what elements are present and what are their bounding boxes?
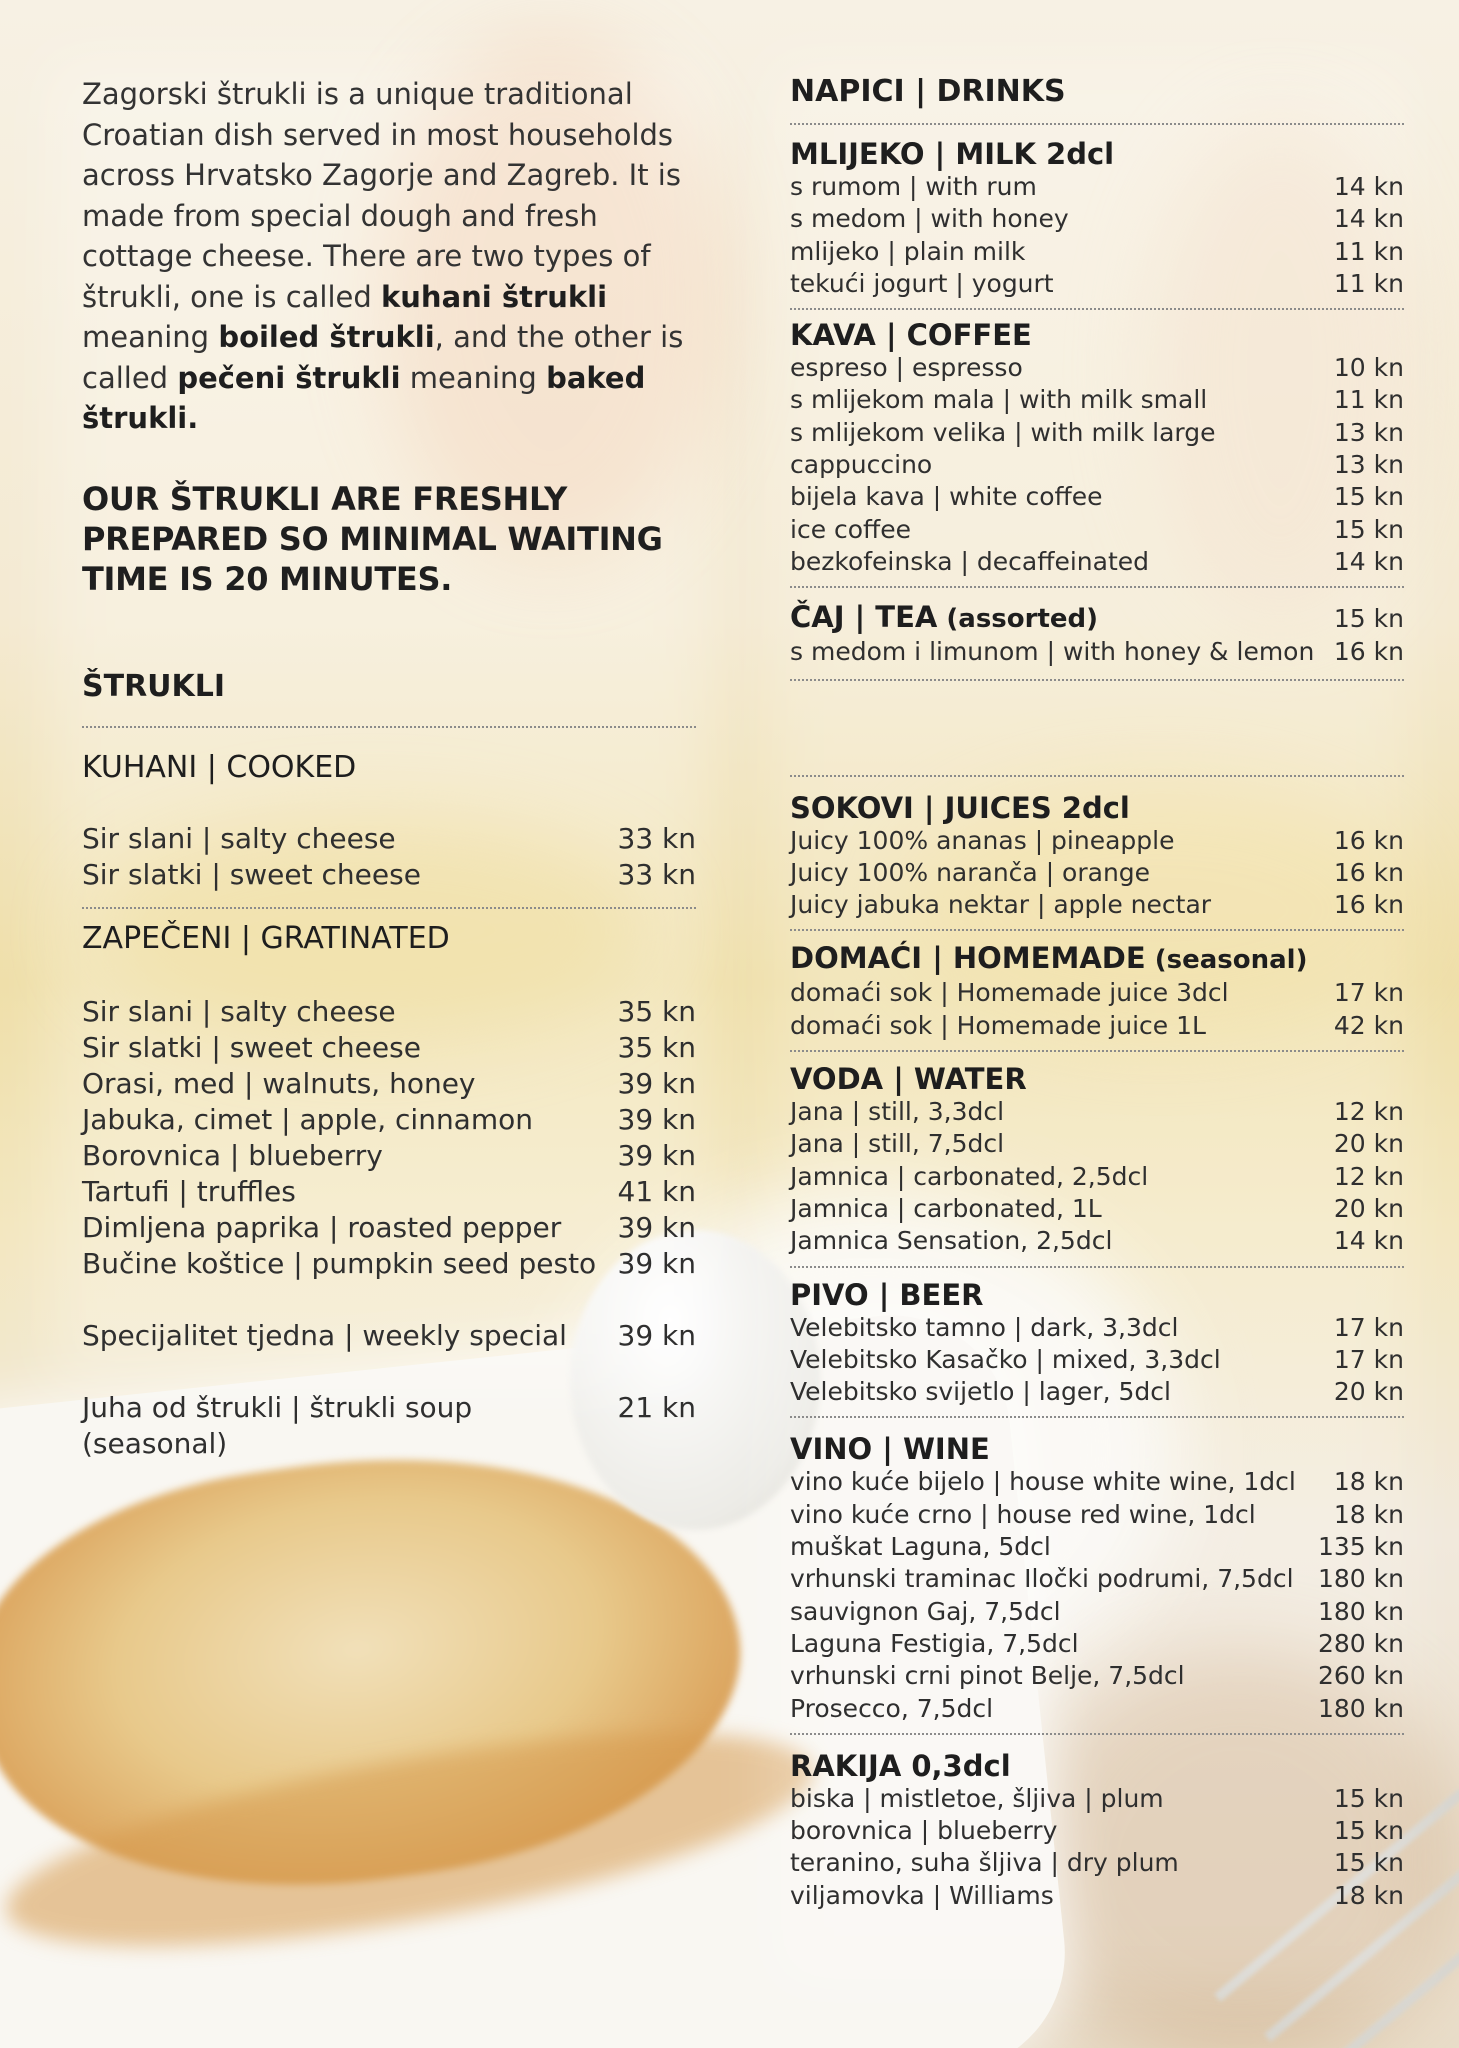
menu-item: Orasi, med | walnuts, honey 39 kn: [82, 1066, 696, 1100]
menu-item: Velebitsko tamno | dark, 3,3dcl 17 kn: [790, 1312, 1404, 1342]
cooked-title: KUHANI | COOKED: [82, 749, 357, 785]
menu-item: mlijeko | plain milk 11 kn: [790, 236, 1404, 266]
menu-item: teranino, suha šljiva | dry plum 15 kn: [790, 1848, 1404, 1878]
divider: [790, 586, 1404, 588]
juices-title: SOKOVI | JUICES 2dcl: [790, 790, 1130, 825]
menu-item: Dimljena paprika | roasted pepper 39 kn: [82, 1210, 696, 1244]
menu-item: Tartufi | truffles 41 kn: [82, 1174, 696, 1208]
menu-item: Jamnica | carbonated, 1L 20 kn: [790, 1193, 1404, 1223]
wine-section: [790, 1432, 1404, 1724]
menu-item: s rumom | with rum 14 kn: [790, 172, 1404, 201]
cooked-list: [82, 821, 696, 893]
menu-item: Bučine koštice | pumpkin seed pesto 39 kn: [82, 1246, 696, 1280]
menu-item: vino kuće bijelo | house white wine, 1dcl 18 kn: [790, 1467, 1404, 1497]
menu-item: Prosecco, 7,5dcl 180 kn: [790, 1693, 1404, 1723]
menu-item: sauvignon Gaj, 7,5dcl 180 kn: [790, 1596, 1404, 1626]
menu-item: domaći sok | Homemade juice 3dcl 17 kn: [790, 978, 1404, 1008]
tea-title: ČAJ | TEA (assorted): [790, 600, 1099, 635]
menu-item: Velebitsko svijetlo | lager, 5dcl 20 kn: [790, 1377, 1404, 1407]
divider: [790, 775, 1404, 777]
divider: [790, 123, 1404, 125]
menu-item: s medom i limunom | with honey & lemon 16 kn: [790, 637, 1404, 667]
coffee-title: KAVA | COFFEE: [790, 318, 1032, 353]
divider: [790, 1733, 1404, 1735]
tea-title-row: ČAJ | TEA (assorted) 15 kn: [790, 600, 1404, 635]
menu-item: s mlijekom velika | with milk large 13 kn: [790, 417, 1404, 447]
waiting-time-notice: OUR ŠTRUKLI ARE FRESHLY PREPARED SO MINIMAL WAITING TIME IS 20 MINUTES.: [82, 479, 663, 598]
drinks-title: NAPICI | DRINKS: [790, 74, 1066, 109]
divider: [790, 679, 1404, 681]
menu-item: espreso | espresso 10 kn: [790, 353, 1404, 383]
menu-item: Borovnica | blueberry 39 kn: [82, 1138, 696, 1172]
beer-section: [790, 1278, 1404, 1409]
tea-section: [790, 600, 1404, 668]
menu-item: Jana | still, 3,3dcl 12 kn: [790, 1097, 1404, 1127]
menu-item: domaći sok | Homemade juice 1L 42 kn: [790, 1010, 1404, 1040]
gratinated-list: [82, 994, 696, 1282]
menu-item: vrhunski traminac Iločki podrumi, 7,5dcl 180 kn: [790, 1564, 1404, 1594]
menu-item: Sir slani | salty cheese 33 kn: [82, 821, 696, 855]
divider: [790, 1266, 1404, 1268]
menu-item: Jana | still, 7,5dcl 20 kn: [790, 1129, 1404, 1159]
rakija-section: [790, 1749, 1404, 1912]
menu-item: s mlijekom mala | with milk small 11 kn: [790, 385, 1404, 415]
menu-item: Laguna Festigia, 7,5dcl 280 kn: [790, 1628, 1404, 1658]
divider: [82, 726, 696, 728]
menu-item: bijela kava | white coffee 15 kn: [790, 482, 1404, 512]
right-column: [790, 74, 1404, 1912]
menu-item: Juicy 100% naranča | orange 16 kn: [790, 857, 1404, 887]
divider: [790, 1416, 1404, 1418]
menu-item: Jamnica | carbonated, 2,5dcl 12 kn: [790, 1161, 1404, 1191]
juices-section: [790, 791, 1404, 922]
divider: [790, 929, 1404, 931]
homemade-section: [790, 941, 1404, 1042]
menu-item: vrhunski crni pinot Belje, 7,5dcl 260 kn: [790, 1661, 1404, 1691]
milk-title: MLIJEKO | MILK 2dcl: [790, 137, 1115, 171]
water-section: [790, 1062, 1404, 1257]
menu-item: Jabuka, cimet | apple, cinnamon 39 kn: [82, 1102, 696, 1136]
wine-title: VINO | WINE: [790, 1432, 990, 1467]
menu-item: borovnica | blueberry 15 kn: [790, 1816, 1404, 1846]
strukli-section-title: ŠTRUKLI: [82, 668, 226, 704]
divider: [790, 1050, 1404, 1052]
menu-item: Juicy 100% ananas | pineapple 16 kn: [790, 825, 1404, 855]
menu-item: Velebitsko Kasačko | mixed, 3,3dcl 17 kn: [790, 1344, 1404, 1374]
menu-item: vino kuće crno | house red wine, 1dcl 18 kn: [790, 1499, 1404, 1529]
menu-item: ice coffee 15 kn: [790, 514, 1404, 544]
menu-item: tekući jogurt | yogurt 11 kn: [790, 268, 1404, 298]
menu-item: Jamnica Sensation, 2,5dcl 14 kn: [790, 1226, 1404, 1256]
menu-item: cappuccino 13 kn: [790, 450, 1404, 480]
gratinated-title: ZAPEČENI | GRATINATED: [82, 920, 450, 956]
water-title: VODA | WATER: [790, 1062, 1027, 1097]
rakija-title: RAKIJA 0,3dcl: [790, 1748, 1011, 1783]
menu-item: s medom | with honey 14 kn: [790, 204, 1404, 234]
menu-item: Sir slani | salty cheese 35 kn: [82, 994, 696, 1028]
soup-item: Juha od štrukli | štrukli soup (seasonal) 21 kn: [82, 1390, 696, 1460]
menu-item: Sir slatki | sweet cheese 33 kn: [82, 857, 696, 891]
divider: [790, 308, 1404, 310]
beer-title: PIVO | BEER: [790, 1277, 984, 1312]
menu-item: viljamovka | Williams 18 kn: [790, 1880, 1404, 1910]
left-column: [82, 74, 696, 1462]
homemade-title: DOMAĆI | HOMEMADE (seasonal): [790, 941, 1308, 976]
menu-item: muškat Laguna, 5dcl 135 kn: [790, 1532, 1404, 1562]
menu-item: Juicy jabuka nektar | apple nectar 16 kn: [790, 890, 1404, 920]
menu-item: biska | mistletoe, šljiva | plum 15 kn: [790, 1783, 1404, 1813]
intro-paragraph: Zagorski štrukli is a unique traditional Croatian dish served in most households across Hrvatsko Zagorje and Zagreb. It is made from special dough and fresh cottage cheese. There are two types of štrukli, one is called kuhani štrukli meaning boiled štrukli, and the other is called pečeni štrukli meaning baked štrukli.: [82, 77, 684, 435]
coffee-section: [790, 318, 1404, 578]
menu-item: bezkofeinska | decaffeinated 14 kn: [790, 546, 1404, 576]
menu-item: Sir slatki | sweet cheese 35 kn: [82, 1030, 696, 1064]
milk-section: [790, 137, 1404, 300]
divider: [82, 907, 696, 909]
weekly-special-item: Specijalitet tjedna | weekly special 39 kn: [82, 1318, 696, 1352]
